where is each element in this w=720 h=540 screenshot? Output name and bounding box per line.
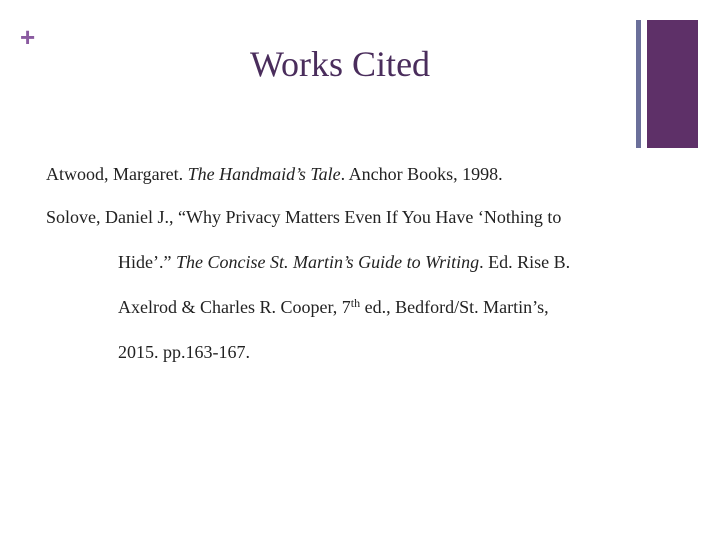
- citation-publication: . Anchor Books, 1998.: [340, 164, 503, 184]
- citation-editors-start: . Ed. Rise B.: [479, 252, 571, 272]
- citation-edition-suffix: th: [350, 296, 361, 310]
- citation-author-essay: Solove, Daniel J., “Why Privacy Matters Even If You Have ‘Nothing to: [46, 207, 562, 227]
- citation-solove-line-2: [118, 251, 570, 273]
- citation-book-title: The Handmaid’s Tale: [187, 164, 341, 184]
- citation-atwood: [46, 163, 503, 185]
- page-title: Works Cited: [249, 44, 431, 84]
- plus-icon: +: [20, 22, 36, 52]
- citation-author: Atwood, Margaret.: [46, 164, 188, 184]
- citation-essay-end: Hide’.”: [118, 252, 176, 272]
- citation-solove-line-3: [118, 296, 549, 318]
- citation-solove-line-4: [118, 341, 250, 363]
- citation-publisher: ed., Bedford/St. Martin’s,: [360, 297, 549, 317]
- citation-pages: 2015. pp.163-167.: [118, 342, 250, 362]
- citation-solove-line-1: [46, 206, 561, 228]
- citation-anthology-title: The Concise St. Martin’s Guide to Writing: [175, 252, 480, 272]
- citation-editors-end: Axelrod & Charles R. Cooper, 7: [118, 297, 351, 317]
